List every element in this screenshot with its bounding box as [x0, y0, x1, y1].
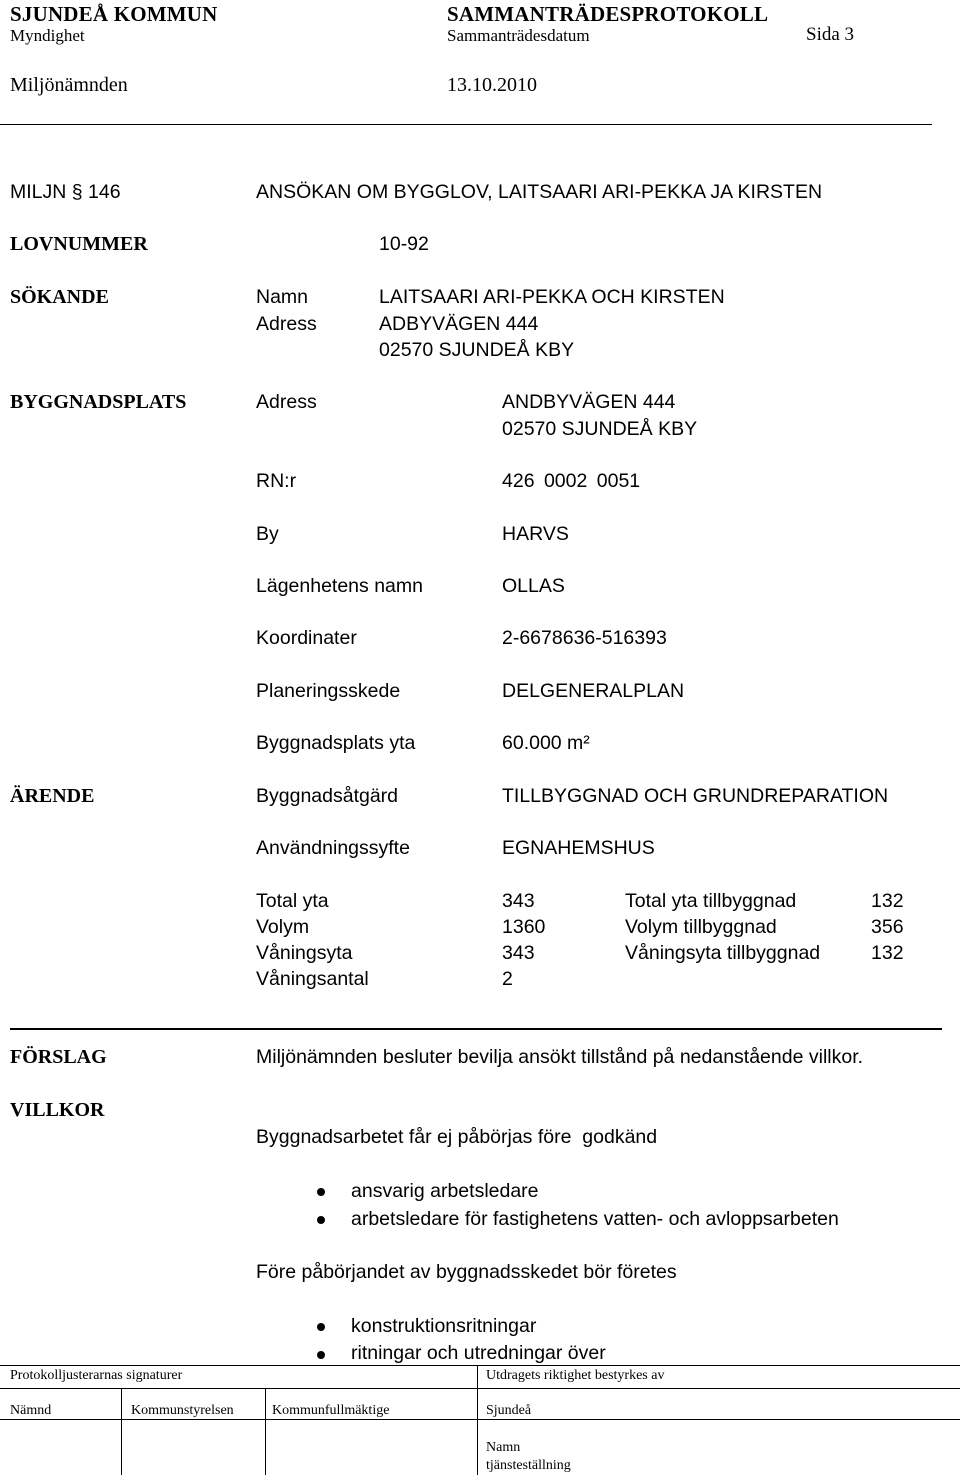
site-row-key: Koordinater — [256, 627, 357, 649]
proposal-text: Miljönämnden besluter bevilja ansökt tillstånd på nedanstående villkor. — [256, 1046, 864, 1068]
case-title: ANSÖKAN OM BYGGLOV, LAITSAARI ARI-PEKKA JA KIRSTEN — [256, 181, 823, 203]
matter-row-value: TILLBYGGNAD OCH GRUNDREPARATION — [502, 785, 889, 807]
site-label: BYGGNADSPLATS — [10, 391, 187, 413]
site-row-value: 02570 SJUNDEÅ KBY — [502, 418, 698, 440]
area-value: 1360 — [502, 916, 546, 938]
site-row-value: DELGENERALPLAN — [502, 680, 685, 702]
matter-row-key: Byggnadsåtgärd — [256, 785, 399, 807]
conditions-label: VILLKOR — [10, 1099, 105, 1121]
body-kommunfullmaktige: Kommunfullmäktige — [272, 1403, 390, 1418]
area-key: Volym — [256, 916, 310, 938]
site-row-key: Lägenhetens namn — [256, 575, 423, 597]
condition-item: konstruktionsritningar — [351, 1315, 537, 1337]
footer-column-divider — [121, 1389, 122, 1475]
condition-item: arbetsledare för fastighetens vatten- och avloppsarbeten — [351, 1208, 839, 1230]
area-value: 343 — [502, 890, 535, 912]
matter-label: ÄRENDE — [10, 785, 95, 807]
body-kommunstyrelsen: Kommunstyrelsen — [131, 1403, 234, 1418]
meeting-date: 13.10.2010 — [447, 74, 537, 96]
name-label: Namn — [486, 1440, 521, 1455]
site-row-value: 2-6678636-516393 — [502, 627, 667, 649]
position-label: tjänsteställning — [486, 1458, 571, 1473]
area-value: 2 — [502, 968, 513, 990]
area-extension-key: Total yta tillbyggnad — [625, 890, 797, 912]
applicant-address-label: Adress — [256, 313, 317, 335]
body-nämnd: Nämnd — [10, 1403, 52, 1418]
document-type: SAMMANTRÄDESPROTOKOLL — [447, 2, 769, 26]
authority-label: Myndighet — [10, 26, 85, 45]
area-key: Våningsantal — [256, 968, 369, 990]
condition-item: ritningar och utredningar över — [351, 1342, 606, 1364]
lovnummer-label: LOVNUMMER — [10, 233, 148, 255]
applicant-address-line1: ADBYVÄGEN 444 — [379, 313, 539, 335]
footer-top-border — [0, 1365, 960, 1366]
matter-row-key: Användningssyfte — [256, 837, 410, 859]
bullet — [317, 1188, 325, 1196]
condition-item: ansvarig arbetsledare — [351, 1180, 539, 1202]
authority-name: Miljönämnden — [10, 74, 128, 96]
site-row-value: 426 0002 0051 — [502, 470, 641, 492]
bullet — [317, 1323, 325, 1331]
proposal-divider — [10, 1028, 942, 1030]
case-number: MILJN § 146 — [10, 181, 121, 203]
conditions-intro: Byggnadsarbetet får ej påbörjas före godkänd — [256, 1126, 658, 1148]
applicant-address-line2: 02570 SJUNDEÅ KBY — [379, 339, 575, 361]
conditions-intro-2: Före påbörjandet av byggnadsskedet bör företes — [256, 1261, 677, 1283]
bullet — [317, 1351, 325, 1359]
footer-column-divider — [477, 1365, 478, 1475]
area-extension-value: 132 — [871, 890, 904, 912]
page-number: Sida 3 — [806, 24, 855, 45]
site-row-value: 60.000 m² — [502, 732, 590, 754]
site-row-key: By — [256, 523, 279, 545]
area-extension-value: 132 — [871, 942, 904, 964]
org-name: SJUNDEÅ KOMMUN — [10, 2, 218, 26]
site-row-key: Adress — [256, 391, 317, 413]
matter-row-value: EGNAHEMSHUS — [502, 837, 655, 859]
footer-column-divider — [265, 1389, 266, 1475]
lovnummer-value: 10-92 — [379, 233, 429, 255]
footer-row-border — [0, 1388, 960, 1389]
footer-row-border — [0, 1419, 960, 1420]
header-divider — [0, 124, 932, 125]
place: Sjundeå — [486, 1403, 532, 1418]
certified-label: Utdragets riktighet bestyrkes av — [486, 1368, 665, 1383]
date-label: Sammanträdesdatum — [447, 26, 590, 45]
area-extension-value: 356 — [871, 916, 904, 938]
applicant-name: LAITSAARI ARI-PEKKA OCH KIRSTEN — [379, 286, 725, 308]
applicant-label: SÖKANDE — [10, 286, 109, 308]
applicant-name-label: Namn — [256, 286, 309, 308]
proposal-label: FÖRSLAG — [10, 1046, 107, 1068]
site-row-value: OLLAS — [502, 575, 565, 597]
site-row-value: HARVS — [502, 523, 569, 545]
signatures-label: Protokolljusterarnas signaturer — [10, 1368, 183, 1383]
area-key: Våningsyta — [256, 942, 353, 964]
site-row-key: RN:r — [256, 470, 297, 492]
bullet — [317, 1216, 325, 1224]
site-row-value: ANDBYVÄGEN 444 — [502, 391, 676, 413]
area-extension-key: Volym tillbyggnad — [625, 916, 777, 938]
site-row-key: Byggnadsplats yta — [256, 732, 416, 754]
area-value: 343 — [502, 942, 535, 964]
area-key: Total yta — [256, 890, 329, 912]
area-extension-key: Våningsyta tillbyggnad — [625, 942, 821, 964]
site-row-key: Planeringsskede — [256, 680, 401, 702]
